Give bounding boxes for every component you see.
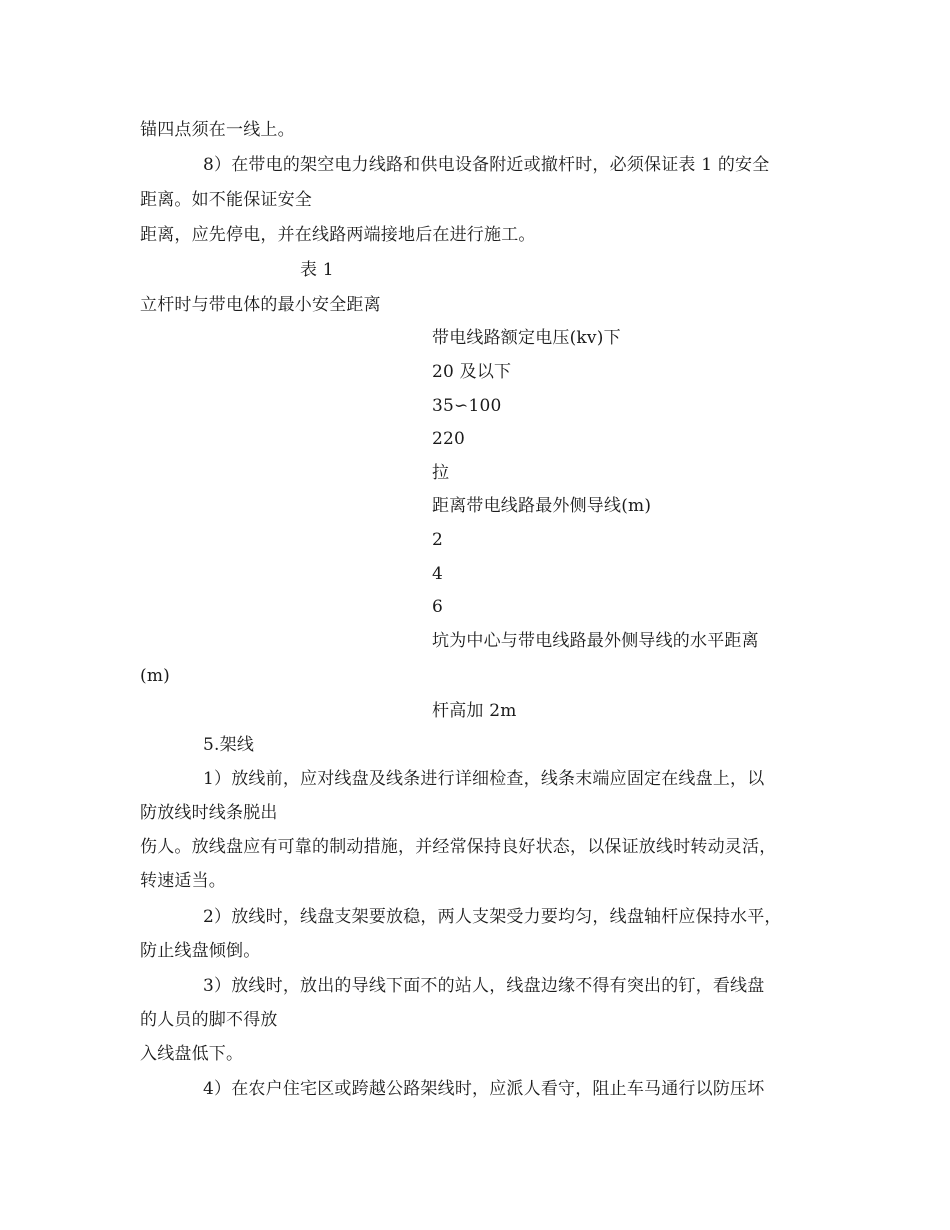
text-line: 锚四点须在一线上。 [140, 120, 295, 140]
text-line: 8）在带电的架空电力线路和供电设备附近或撤杆时，必须保证表 1 的安全 [203, 155, 770, 175]
table-cell: 35∽100 [432, 396, 502, 416]
text-line: 转速适当。 [140, 871, 226, 891]
text-line: 防放线时线条脱出 [140, 803, 278, 823]
table-cell: 2 [432, 530, 444, 550]
text-line: 的人员的脚不得放 [140, 1010, 278, 1030]
table-caption: 表 1 [300, 260, 334, 280]
table-cell: 6 [432, 597, 444, 617]
table-cell: 220 [432, 429, 466, 449]
table-cell: 带电线路额定电压(kv)下 [432, 328, 621, 348]
text-line: 2）放线时，线盘支架要放稳，两人支架受力要均匀，线盘轴杆应保持水平， [203, 907, 782, 927]
text-line: 入线盘低下。 [140, 1044, 244, 1064]
table-title: 立杆时与带电体的最小安全距离 [140, 295, 381, 315]
table-cell: (m) [140, 666, 170, 686]
table-cell: 坑为中心与带电线路最外侧导线的水平距离 [432, 631, 759, 651]
table-cell: 拉 [432, 463, 450, 483]
text-line: 1）放线前，应对线盘及线条进行详细检查，线条末端应固定在线盘上，以 [203, 769, 765, 789]
text-line: 防止线盘倾倒。 [140, 941, 261, 961]
text-line: 距离，应先停电，并在线路两端接地后在进行施工。 [140, 225, 536, 245]
table-cell: 4 [432, 564, 444, 584]
text-line: 3）放线时，放出的导线下面不的站人，线盘边缘不得有突出的钉，看线盘 [203, 976, 765, 996]
table-cell: 20 及以下 [432, 362, 512, 382]
text-line: 4）在农户住宅区或跨越公路架线时，应派人看守，阻止车马通行以防压坏 [203, 1079, 765, 1099]
section-heading: 5.架线 [203, 735, 255, 755]
text-line: 距离。如不能保证安全 [140, 190, 312, 210]
table-cell: 距离带电线路最外侧导线(m) [432, 496, 652, 516]
table-cell: 杆高加 2m [432, 701, 517, 721]
text-line: 伤人。放线盘应有可靠的制动措施，并经常保持良好状态，以保证放线时转动灵活， [140, 837, 777, 857]
